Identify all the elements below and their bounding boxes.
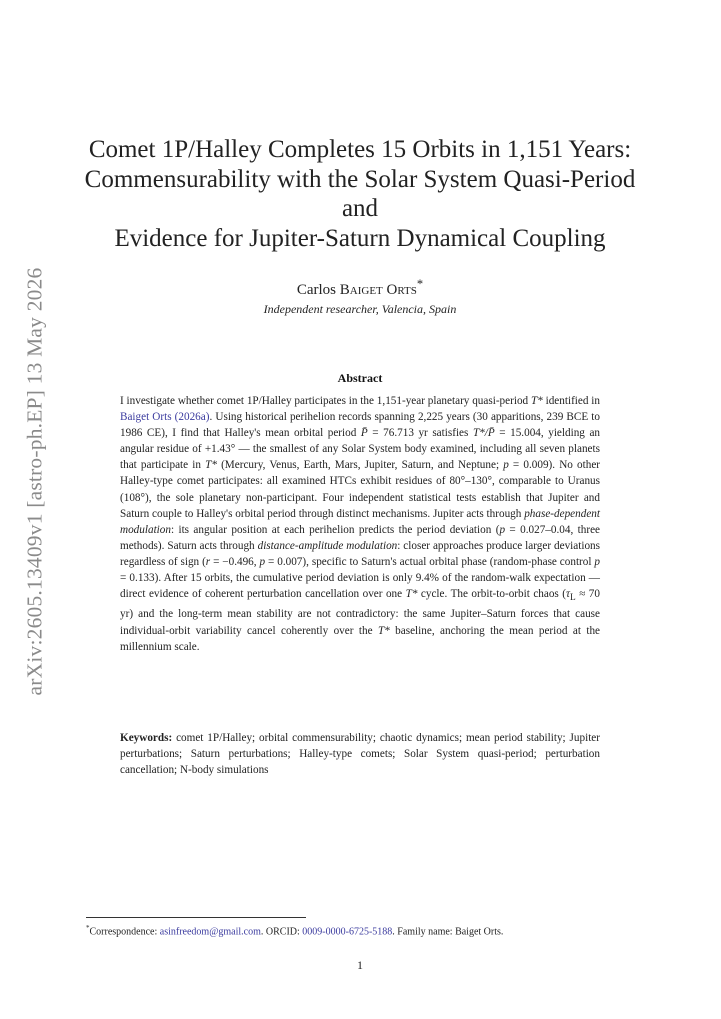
title-line-4: Evidence for Jupiter-Saturn Dynamical Coupling (114, 224, 606, 252)
arxiv-id-text: arXiv:2605.13409v1 [astro-ph.EP] 13 May 2026 (22, 267, 47, 695)
abstract-text: ≈ 70 yr) and the long-term mean stability are not contradictory: the same Jupiter–Saturn forces that cause individual-orbit variability cancel coherently over the (120, 588, 600, 637)
abstract-text: cycle. The orbit-to-orbit chaos ( (417, 588, 566, 601)
abstract-text: (Mercury, Venus, Earth, Mars, Jupiter, Saturn, and Neptune; (216, 459, 504, 472)
footnote-text: Correspondence: (89, 926, 160, 938)
arxiv-identifier-stamp (20, 266, 50, 696)
author-line (160, 277, 560, 299)
symbol-p-value: p (259, 555, 266, 568)
abstract-text: = −0.496, (210, 555, 260, 568)
abstract-text: baseline, anchoring the mean period at the millennium scale. (120, 624, 601, 653)
footnote-text: . ORCID: (260, 926, 303, 938)
abstract-body (120, 393, 600, 655)
symbol-t-star: T* (405, 588, 418, 601)
abstract-text: . Using historical perihelion records spanning 2,225 years (30 apparitions, 239 BCE to 1986 CE), I find that Halley's mean orbital period (120, 411, 600, 440)
citation-link[interactable]: Baiget Orts (2026a) (120, 411, 210, 424)
author-footnote-mark: * (416, 277, 424, 291)
title-line-1: Comet 1P/Halley Completes 15 Orbits in 1,151 Years: (88, 136, 632, 163)
symbol-tau: τ (566, 588, 571, 601)
abstract-text: = 0.027–0.04, three methods). Saturn acts through (120, 523, 600, 552)
abstract-heading: Abstract (337, 371, 383, 385)
symbol-p-value: p (503, 459, 509, 472)
symbol-t-star: T* (530, 395, 543, 407)
abstract-text: : closer approaches produce larger deviations regardless of sign ( (120, 539, 600, 568)
abstract-text: = 0.007), specific to Saturn's actual orbital phase (random-phase control (265, 555, 595, 568)
author-family-name: Baiget Orts (339, 282, 417, 298)
abstract-text: I investigate whether comet 1P/Halley participates in the 1,151-year planetary quasi-period (120, 395, 531, 407)
abstract-text: = 15.004, yielding an angular residue of +1.43° — the smallest of any Solar System body examined, including all seven planets that participate in (120, 427, 601, 472)
symbol-p-value: p (499, 523, 506, 536)
symbol-t-star: T* (377, 624, 390, 637)
page-number: 1 (357, 958, 363, 972)
orcid-link[interactable]: 0009-0000-6725-5188 (302, 926, 393, 938)
footnote-rule (86, 917, 306, 918)
footnote-mark: * (86, 924, 90, 932)
author-affiliation: Independent researcher, Valencia, Spain (263, 302, 457, 316)
abstract-text: identified in (542, 395, 600, 407)
abstract-text: : its angular position at each perihelion predicts the period deviation ( (170, 523, 500, 536)
term-distance-amplitude: distance-amplitude modulation (257, 539, 398, 552)
symbol-r: r (205, 555, 211, 568)
term-phase-dependent: phase-dependent modulation (120, 507, 600, 536)
author-given-name: Carlos (296, 282, 337, 298)
abstract-text: = 0.009). No other Halley-type comet participates: all examined HTCs exhibit residues of 80°–130°, comparable to Uranus (108°), the sole planetary non-participant. Four independent statistical tests establish that Jupiter and Saturn couple to Halley's orbital period through distinct mechanisms. Jupiter acts through (120, 459, 601, 520)
abstract-text: = 76.713 yr satisfies (367, 427, 473, 440)
email-link[interactable]: asinfreedom@gmail.com (159, 926, 261, 938)
symbol-tau-subscript: L (570, 593, 576, 604)
paper-title (70, 135, 650, 253)
symbol-t-star: T* (205, 459, 217, 472)
footnote (86, 921, 646, 939)
keywords-text: comet 1P/Halley; orbital commensurability; chaotic dynamics; mean period stability; Jupiter perturbations; Saturn perturbations; Halley-type comets; Solar System quasi-period; perturbation cancellation; N-body simulations (120, 732, 600, 777)
keywords-label: Keywords: (120, 732, 173, 744)
symbol-p-value: p (594, 555, 600, 568)
footnote-text: . Family name: Baiget Orts. (392, 926, 504, 938)
symbol-ratio: T*/P̄ (472, 427, 495, 440)
title-line-2: Commensurability with the Solar System Quasi-Period (84, 165, 636, 193)
symbol-mean-period: P̄ (360, 427, 368, 440)
keywords (120, 730, 600, 778)
title-line-3: and (341, 195, 379, 222)
abstract-text: = 0.133). After 15 orbits, the cumulative period deviation is only 9.4% of the random-walk expectation — direct evidence of coherent perturbation cancellation over one (120, 572, 600, 601)
